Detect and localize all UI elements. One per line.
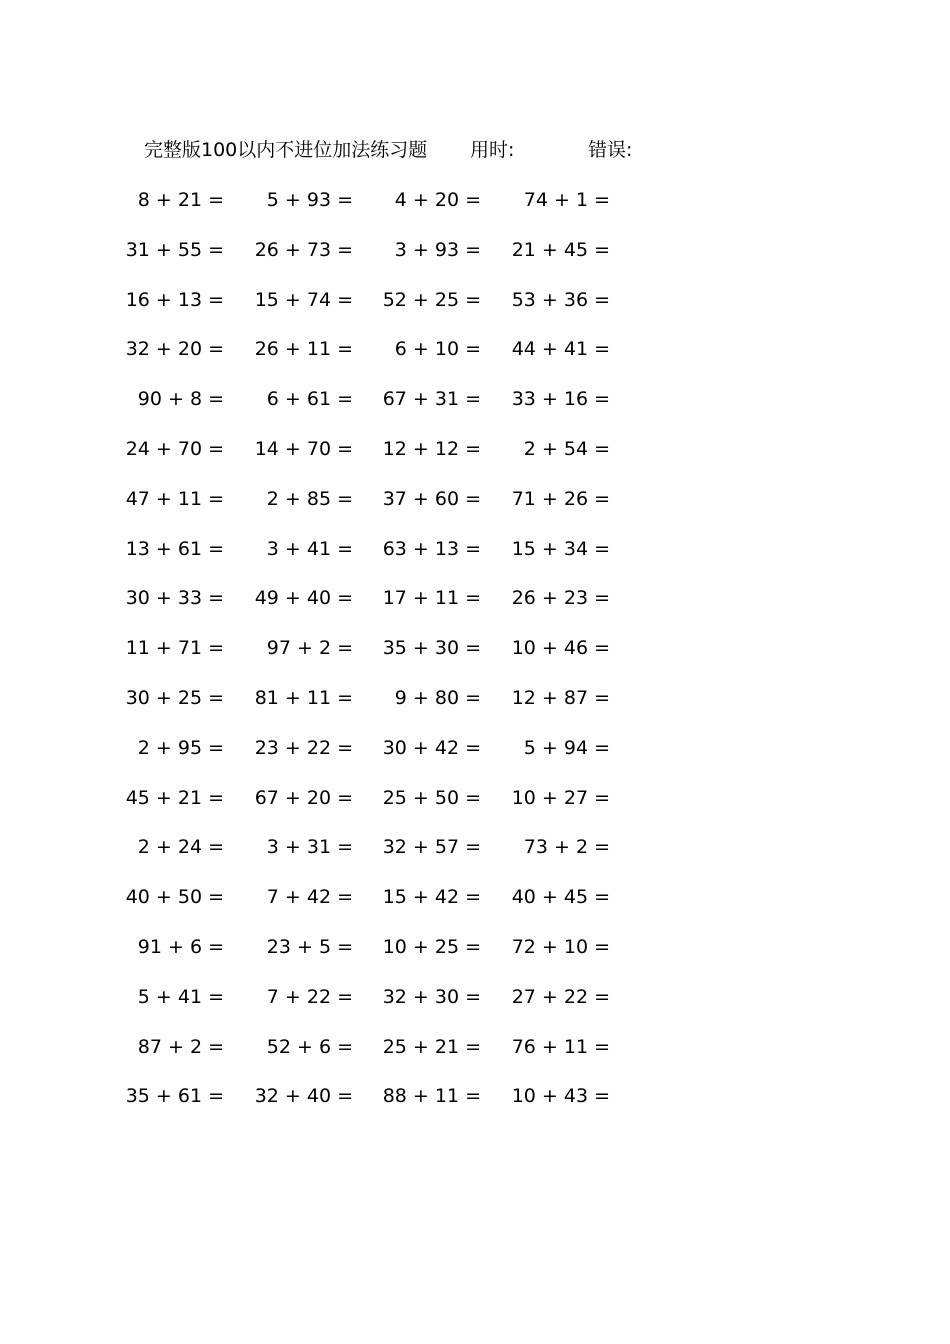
- addition-problem: 30 + 33 =: [125, 587, 224, 610]
- addition-problem: 3 + 41 =: [266, 537, 353, 560]
- problem-row: [0, 533, 950, 565]
- addition-problem: 13 + 61 =: [125, 537, 224, 560]
- addition-problem: 30 + 42 =: [382, 736, 481, 759]
- addition-problem: 67 + 20 =: [254, 786, 353, 809]
- addition-problem: 33 + 16 =: [511, 388, 610, 411]
- addition-problem: 2 + 24 =: [137, 836, 224, 859]
- time-label: 用时:: [470, 139, 515, 161]
- problem-row: [0, 782, 950, 814]
- addition-problem: 53 + 36 =: [511, 288, 610, 311]
- addition-problem: 12 + 12 =: [382, 438, 481, 460]
- addition-problem: 52 + 25 =: [382, 288, 481, 311]
- addition-problem: 5 + 93 =: [266, 189, 353, 211]
- addition-problem: 44 + 41 =: [511, 338, 610, 361]
- addition-problem: 35 + 30 =: [382, 637, 481, 660]
- addition-problem: 63 + 13 =: [382, 537, 481, 560]
- addition-problem: 2 + 54 =: [523, 438, 610, 460]
- addition-problem: 10 + 27 =: [511, 786, 610, 809]
- problem-row: [0, 732, 950, 764]
- problem-row: [0, 682, 950, 714]
- addition-problem: 27 + 22 =: [511, 985, 610, 1008]
- addition-problem: 5 + 94 =: [523, 736, 610, 759]
- problem-row: [0, 433, 950, 465]
- addition-problem: 72 + 10 =: [511, 936, 610, 958]
- addition-problem: 11 + 71 =: [125, 637, 224, 660]
- addition-problem: 81 + 11 =: [254, 687, 353, 709]
- problem-row: [0, 831, 950, 863]
- addition-problem: 49 + 40 =: [254, 587, 353, 610]
- addition-problem: 5 + 41 =: [137, 985, 224, 1008]
- addition-problem: 15 + 34 =: [511, 537, 610, 560]
- addition-problem: 4 + 20 =: [394, 189, 481, 211]
- addition-problem: 15 + 42 =: [382, 886, 481, 909]
- addition-problem: 67 + 31 =: [382, 388, 481, 411]
- problem-row: [0, 881, 950, 913]
- addition-problem: 24 + 70 =: [125, 438, 224, 460]
- addition-problem: 32 + 40 =: [254, 1085, 353, 1108]
- problem-row: [0, 931, 950, 963]
- worksheet-title: 完整版100以内不进位加法练习题: [144, 139, 428, 161]
- addition-problem: 25 + 50 =: [382, 786, 481, 809]
- addition-problem: 17 + 11 =: [382, 587, 481, 610]
- addition-problem: 10 + 43 =: [511, 1085, 610, 1108]
- addition-problem: 7 + 22 =: [266, 985, 353, 1008]
- problem-row: [0, 234, 950, 266]
- addition-problem: 90 + 8 =: [137, 388, 224, 411]
- addition-problem: 32 + 20 =: [125, 338, 224, 361]
- addition-problem: 71 + 26 =: [511, 487, 610, 510]
- addition-problem: 45 + 21 =: [125, 786, 224, 809]
- addition-problem: 8 + 21 =: [137, 189, 224, 211]
- problem-row: [0, 582, 950, 614]
- addition-problem: 32 + 30 =: [382, 985, 481, 1008]
- addition-problem: 3 + 93 =: [394, 238, 481, 261]
- addition-problem: 26 + 23 =: [511, 587, 610, 610]
- addition-problem: 21 + 45 =: [511, 238, 610, 261]
- problem-row: [0, 333, 950, 365]
- addition-problem: 6 + 10 =: [394, 338, 481, 361]
- addition-problem: 88 + 11 =: [382, 1085, 481, 1108]
- addition-problem: 6 + 61 =: [266, 388, 353, 411]
- addition-problem: 47 + 11 =: [125, 487, 224, 510]
- problem-row: [0, 1031, 950, 1063]
- error-label: 错误:: [588, 139, 633, 161]
- problem-row: [0, 483, 950, 515]
- addition-problem: 23 + 5 =: [266, 936, 353, 958]
- addition-problem: 26 + 73 =: [254, 238, 353, 261]
- addition-problem: 23 + 22 =: [254, 736, 353, 759]
- addition-problem: 76 + 11 =: [511, 1035, 610, 1058]
- addition-problem: 12 + 87 =: [511, 687, 610, 709]
- addition-problem: 25 + 21 =: [382, 1035, 481, 1058]
- addition-problem: 7 + 42 =: [266, 886, 353, 909]
- addition-problem: 73 + 2 =: [523, 836, 610, 859]
- addition-problem: 15 + 74 =: [254, 288, 353, 311]
- addition-problem: 40 + 50 =: [125, 886, 224, 909]
- addition-problem: 97 + 2 =: [266, 637, 353, 660]
- problem-row: [0, 632, 950, 664]
- addition-problem: 2 + 95 =: [137, 736, 224, 759]
- problem-row: [0, 981, 950, 1013]
- addition-problem: 32 + 57 =: [382, 836, 481, 859]
- addition-problem: 35 + 61 =: [125, 1085, 224, 1108]
- addition-problem: 9 + 80 =: [394, 687, 481, 709]
- addition-problem: 10 + 46 =: [511, 637, 610, 660]
- problem-row: [0, 184, 950, 216]
- addition-problem: 2 + 85 =: [266, 487, 353, 510]
- problem-row: [0, 284, 950, 316]
- addition-problem: 91 + 6 =: [137, 936, 224, 958]
- addition-problem: 3 + 31 =: [266, 836, 353, 859]
- addition-problem: 30 + 25 =: [125, 687, 224, 709]
- problem-row: [0, 1080, 950, 1112]
- addition-problem: 14 + 70 =: [254, 438, 353, 460]
- addition-problem: 10 + 25 =: [382, 936, 481, 958]
- addition-problem: 74 + 1 =: [523, 189, 610, 211]
- addition-problem: 52 + 6 =: [266, 1035, 353, 1058]
- addition-problem: 37 + 60 =: [382, 487, 481, 510]
- addition-problem: 16 + 13 =: [125, 288, 224, 311]
- problem-row: [0, 383, 950, 415]
- addition-problem: 31 + 55 =: [125, 238, 224, 261]
- addition-problem: 26 + 11 =: [254, 338, 353, 361]
- addition-problem: 87 + 2 =: [137, 1035, 224, 1058]
- addition-problem: 40 + 45 =: [511, 886, 610, 909]
